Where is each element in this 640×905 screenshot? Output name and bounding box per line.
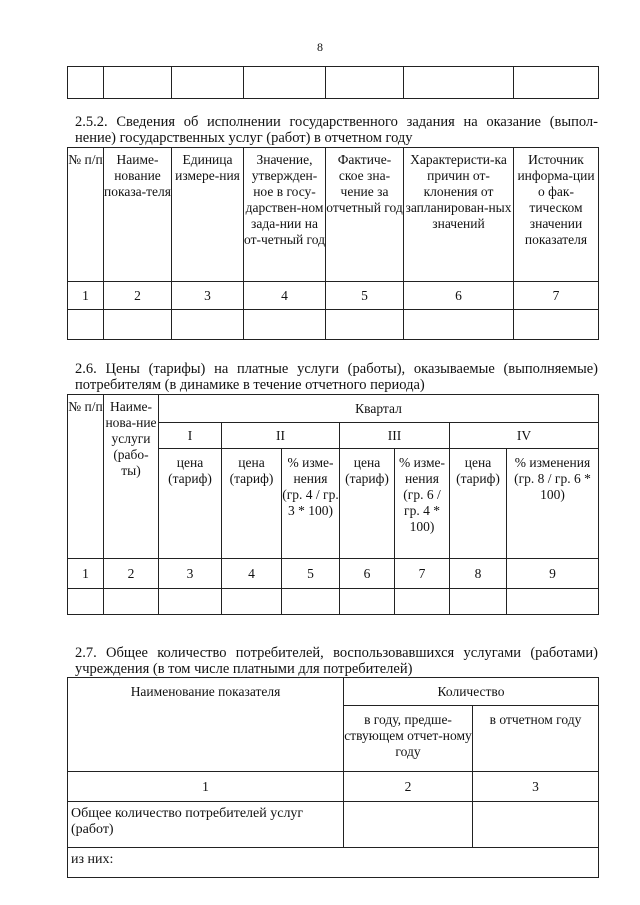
col-number: 3 — [473, 772, 599, 802]
col-header-number: № п/п — [68, 395, 104, 559]
section-27-table — [67, 677, 599, 878]
col-number: 4 — [222, 559, 282, 589]
col-header-current-year: в отчетном году — [473, 706, 599, 772]
col-header-indicator: Наименование показателя — [68, 678, 344, 772]
page-number: 8 — [317, 40, 323, 54]
section-26-table — [67, 394, 599, 615]
quarter-2: II — [222, 423, 340, 449]
table-row — [68, 589, 599, 615]
col-number: 2 — [344, 772, 473, 802]
section-252-heading: 2.5.2. Сведения об исполнении государственного задания на оказание (выпол- нение) государственных услуг (работ) в отчетном году — [75, 114, 598, 146]
col-header: Единица измере-ния — [172, 148, 244, 282]
col-number: 1 — [68, 559, 104, 589]
quarter-3: III — [340, 423, 450, 449]
col-number: 7 — [395, 559, 450, 589]
col-header-price: цена (тариф) — [450, 449, 507, 559]
col-header-service-name: Наиме-нова-ние услуги (рабо-ты) — [104, 395, 159, 559]
col-number: 9 — [507, 559, 599, 589]
col-number: 3 — [172, 282, 244, 310]
col-number: 1 — [68, 282, 104, 310]
prev-table-remnant — [67, 66, 599, 99]
row-of-them: из них: — [68, 848, 599, 878]
col-header: № п/п — [68, 148, 104, 282]
quarter-4: IV — [450, 423, 599, 449]
col-header: Наиме-нование показа-теля — [104, 148, 172, 282]
col-number: 7 — [514, 282, 599, 310]
col-number: 3 — [159, 559, 222, 589]
col-header-quarter: Квартал — [159, 395, 599, 423]
table-row — [68, 848, 599, 878]
col-number: 4 — [244, 282, 326, 310]
col-header-price: цена (тариф) — [159, 449, 222, 559]
col-number: 5 — [282, 559, 340, 589]
quarter-1: I — [159, 423, 222, 449]
row-total-consumers: Общее количество потребителей услуг (работ) — [68, 802, 344, 848]
col-header: Характеристи-ка причин от-клонения от запланирован-ных значений — [404, 148, 514, 282]
col-header: Фактиче-ское зна-чение за отчетный год — [326, 148, 404, 282]
col-number: 2 — [104, 282, 172, 310]
col-header: Значение, утвержден-ное в госу-дарствен-ном зада-нии на от-четный год — [244, 148, 326, 282]
col-number: 6 — [404, 282, 514, 310]
col-header-prev-year: в году, предше-ствующем отчет-ному году — [344, 706, 473, 772]
col-number: 8 — [450, 559, 507, 589]
col-number: 2 — [104, 559, 159, 589]
col-number: 5 — [326, 282, 404, 310]
col-header-percent: % изме-нения (гр. 4 / гр. 3 * 100) — [282, 449, 340, 559]
section-27-heading: 2.7. Общее количество потребителей, воспользовавшихся услугами (работами) учреждения (в том числе платными для потребителей) — [75, 645, 598, 677]
col-header-percent: % изменения (гр. 8 / гр. 6 * 100) — [507, 449, 599, 559]
col-header-price: цена (тариф) — [222, 449, 282, 559]
col-header-percent: % изме-нения (гр. 6 / гр. 4 * 100) — [395, 449, 450, 559]
col-number: 1 — [68, 772, 344, 802]
col-number: 6 — [340, 559, 395, 589]
col-header-price: цена (тариф) — [340, 449, 395, 559]
table-row — [68, 802, 599, 848]
col-header-quantity: Количество — [344, 678, 599, 706]
col-header: Источник информа-ции о фак-тическом значении показателя — [514, 148, 599, 282]
section-26-heading: 2.6. Цены (тарифы) на платные услуги (работы), оказываемые (выполняемые) потребителям (в динамике в течение отчетного периода) — [75, 361, 598, 393]
section-252-table — [67, 147, 599, 340]
table-row — [68, 310, 599, 340]
